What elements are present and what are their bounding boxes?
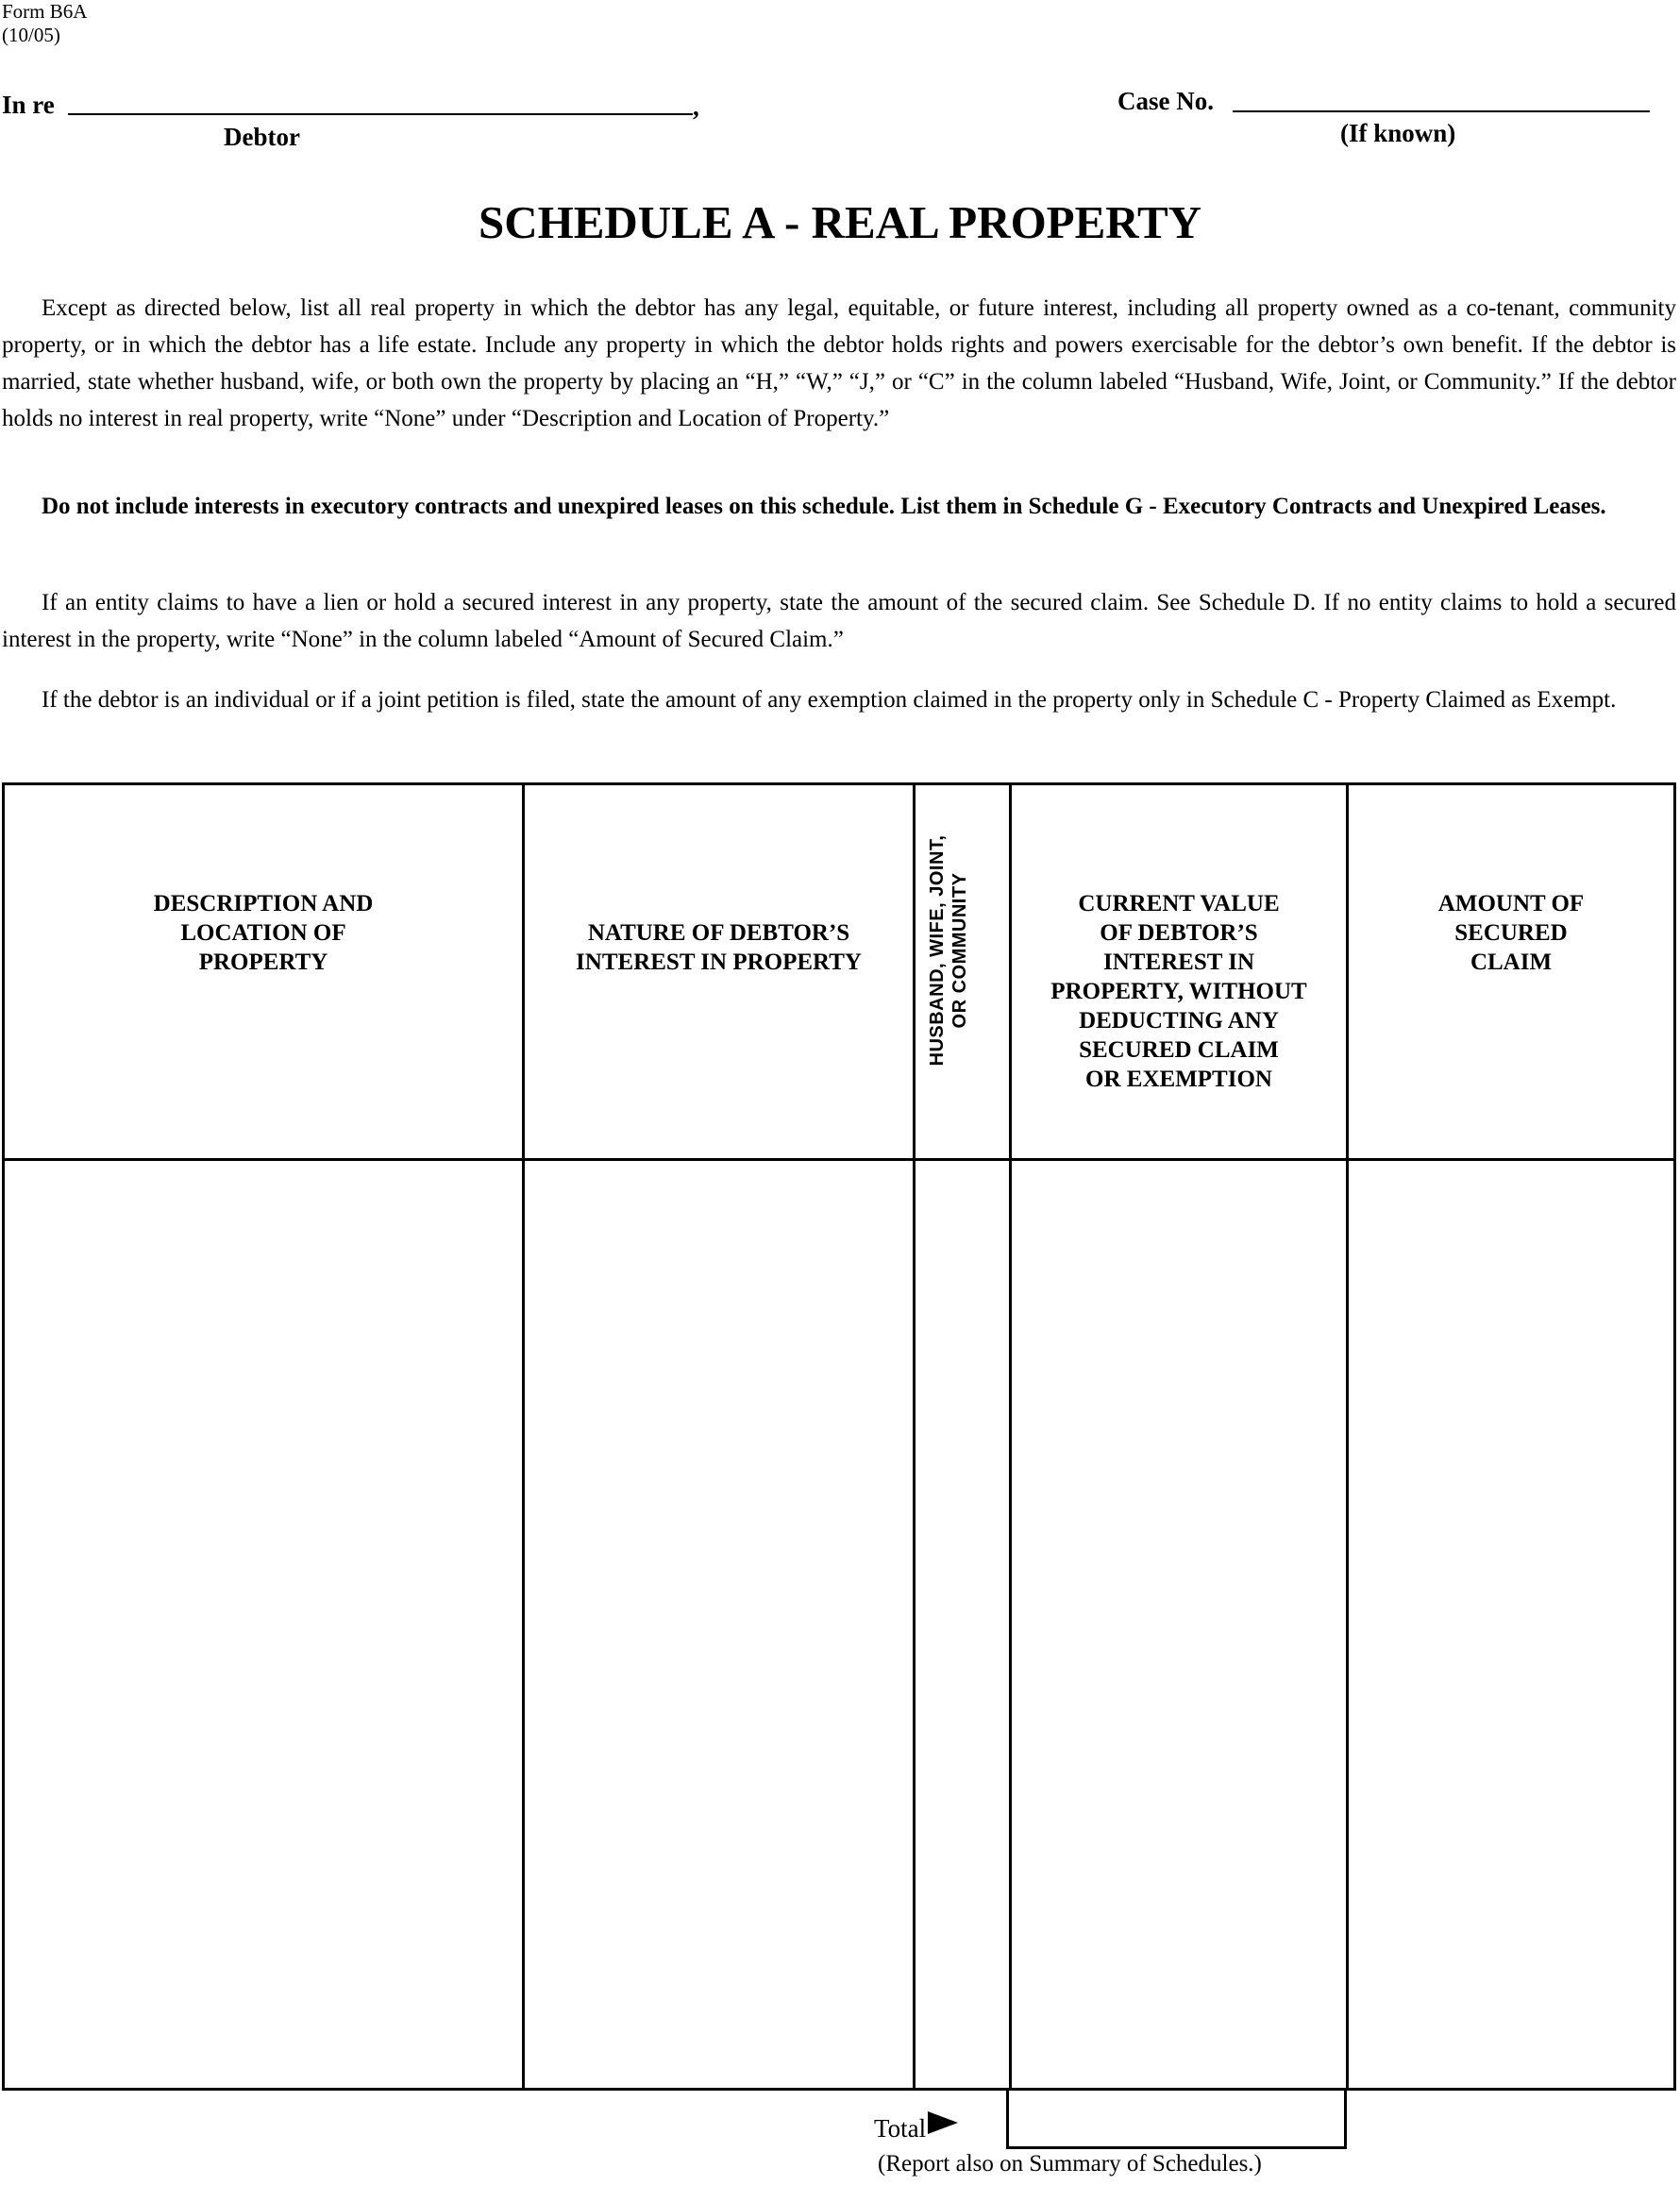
property-table	[2, 782, 1676, 2091]
current-value-entry-area[interactable]	[1012, 1161, 1346, 2088]
col-header-current-value: CURRENT VALUE OF DEBTOR’S INTEREST IN PROPERTY, WITHOUT DEDUCTING ANY SECURED CLAIM OR EXEMPTION	[1050, 891, 1307, 1092]
in-re-comma: ,	[693, 92, 699, 121]
debtor-label: Debtor	[224, 123, 300, 151]
total-value-field[interactable]	[1006, 2091, 1347, 2149]
in-re-label: In re	[2, 91, 55, 119]
instruction-paragraph-1: Except as directed below, list all real property in which the debtor has any legal, equitable, or future interest, including all property owned as a co-tenant, community property, or in which the debtor has a life estate. Include any property in which the debtor holds rights and powers exercisable for the debtor’s own benefit. If the debtor is married, state whether husband, wife, or both own the property by placing an “H,” “W,” “J,” or “C” in the column labeled “Husband, Wife, Joint, or Community.” If the debtor holds no interest in real property, write “None” under “Description and Location of Property.”	[2, 295, 1676, 431]
arrow-right-icon	[928, 2111, 958, 2134]
col-header-description: DESCRIPTION AND LOCATION OF PROPERTY	[153, 891, 374, 975]
page-title: SCHEDULE A - REAL PROPERTY	[478, 196, 1202, 248]
form-number-block	[2, 0, 87, 47]
hwjc-entry-area[interactable]	[916, 1161, 1009, 2088]
debtor-name-field[interactable]	[68, 113, 693, 115]
case-no-label: Case No.	[1117, 87, 1214, 115]
total-label: Total	[874, 2114, 927, 2143]
form-date: (10/05)	[2, 24, 60, 46]
nature-entry-area[interactable]	[525, 1161, 913, 2088]
secured-claim-entry-area[interactable]	[1349, 1161, 1673, 2088]
if-known-label: (If known)	[1340, 119, 1456, 147]
instruction-paragraph-2: Do not include interests in executory contracts and unexpired leases on this schedule. List them in Schedule G - Executory Contracts and Unexpired Leases.	[42, 494, 1606, 519]
total-row	[874, 2111, 958, 2143]
col-header-nature: NATURE OF DEBTOR’S INTEREST IN PROPERTY	[576, 920, 862, 975]
description-entry-area[interactable]	[5, 1161, 522, 2088]
form-number: Form B6A	[2, 0, 88, 23]
col-header-hwjc: HUSBAND, WIFE, JOINT, OR COMMUNITY	[927, 834, 970, 1067]
instruction-paragraph-4: If the debtor is an individual or if a joint petition is filed, state the amount of any exemption claimed in the property only in Schedule C - Property Claimed as Exempt.	[42, 687, 1617, 713]
report-note: (Report also on Summary of Schedules.)	[878, 2151, 1262, 2177]
case-no-field[interactable]	[1233, 110, 1650, 112]
instruction-paragraph-3: If an entity claims to have a lien or hold a secured interest in any property, state the amount of the secured claim. See Schedule D. If no entity claims to hold a secured interest in the property, write “None” in the column labeled “Amount of Secured Claim.”	[2, 590, 1676, 652]
col-header-secured-claim: AMOUNT OF SECURED CLAIM	[1437, 891, 1585, 975]
